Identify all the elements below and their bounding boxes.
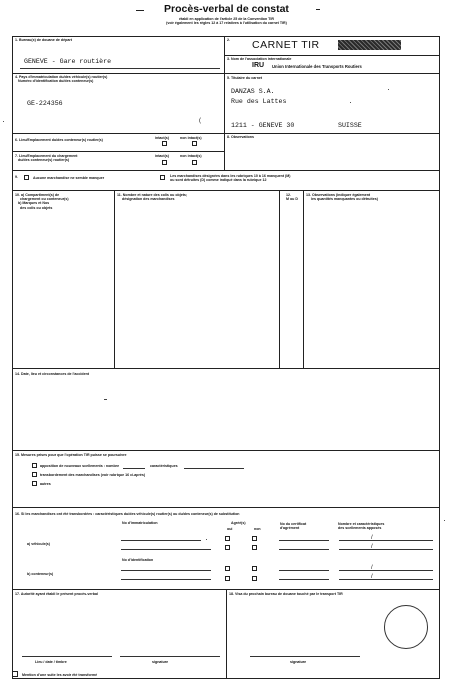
field-15-option-2: transbordement des marchandises (voir rubrique 16 ci-après) <box>40 473 146 477</box>
field-5-line-1: DANZAS S.A. <box>231 88 275 95</box>
field-13-label <box>306 193 438 201</box>
field-13-label-line: 13. Observations (indiquer également <box>306 193 371 197</box>
field-10-label-line: des colis ou objets <box>20 205 53 210</box>
slash: / <box>371 574 373 580</box>
divider <box>224 55 440 56</box>
checkbox-16-container-1-yes[interactable] <box>225 566 230 571</box>
field-15-option-3: autres <box>40 482 51 486</box>
field-10-label-line: chargement ou conteneur(s) <box>20 197 69 202</box>
divider <box>226 589 227 679</box>
divider <box>12 73 440 74</box>
field-18-signature-line[interactable] <box>250 656 360 657</box>
divider <box>12 450 440 451</box>
divider <box>303 190 304 368</box>
divider <box>12 190 440 191</box>
field-15-option-1: apposition de nouveaux scellements : nombre <box>40 464 120 468</box>
checkbox-9-missing[interactable] <box>160 175 165 180</box>
field-16-col-approved: Agréé(s) <box>231 521 246 525</box>
container-id-line[interactable] <box>121 570 211 571</box>
field-16-row-vehicles: a) véhicule(s) <box>27 542 50 546</box>
field-16-yes: oui <box>227 527 233 531</box>
slash: / <box>371 565 373 571</box>
field-1-underline <box>20 68 220 69</box>
iru-logo: IRU <box>252 62 265 69</box>
field-9-text-2: Les marchandises désignées dans les rubriques 10 à 16 manquent (M) <box>170 174 291 178</box>
field-7-intact: intact(s) <box>155 154 169 158</box>
field-9-text-3: ou sont détruites (D) comme indiqué dans la rubrique 12 <box>170 178 267 182</box>
field-9-text-1: Aucune marchandise ne semble manquer <box>33 176 105 180</box>
field-11-label <box>117 193 277 201</box>
divider <box>12 507 440 508</box>
field-6-label: 6. Lieu/Emplacement du/des conteneur(s) routier(s) <box>15 138 103 142</box>
vehicle-certificate-line[interactable] <box>279 549 329 550</box>
field-5-line-4: SUISSE <box>338 122 362 129</box>
carnet-number-redacted <box>338 40 401 50</box>
checkbox-15-other[interactable] <box>32 481 37 486</box>
divider <box>12 133 440 134</box>
field-8-label: 8. Observations <box>227 135 254 139</box>
mark <box>206 539 207 540</box>
field-1-value: GENEVE - Gare routière <box>24 58 112 65</box>
field-17-date-line[interactable] <box>22 656 112 657</box>
checkbox-16-container-1-no[interactable] <box>252 566 257 571</box>
slash: / <box>371 544 373 550</box>
field-12-label-line: 12. <box>286 193 291 197</box>
container-seals-line[interactable] <box>339 570 433 571</box>
field-2-label: 2. <box>227 38 230 42</box>
field-16-row-containers: b) conteneur(s) <box>27 572 54 576</box>
mark <box>104 399 107 400</box>
field-6-non-intact: non intact(s) <box>180 136 202 140</box>
checkbox-footer[interactable] <box>12 671 18 677</box>
field-16-no: non <box>254 527 261 531</box>
iru-full-name: Union Internationale des Transports Routiers <box>272 64 362 69</box>
container-certificate-line[interactable] <box>279 570 329 571</box>
field-1-label: 1. Bureau(x) de douane de départ <box>15 38 72 42</box>
footer-text: Mention d'une suite les avoir été transformé <box>22 673 98 677</box>
field-17-signature-line[interactable] <box>120 656 220 657</box>
field-16-col-seals: Nombre et caractéristiques <box>338 522 385 526</box>
checkbox-16-vehicle-2-no[interactable] <box>252 545 257 550</box>
field-6-intact: intact(s) <box>155 136 169 140</box>
field-7-label: 7. Lieu/Emplacement du chargement <box>15 154 78 158</box>
header-subtitle: établi en application de l'article 25 de la Convention TIR <box>179 17 274 21</box>
checkbox-16-vehicle-2-yes[interactable] <box>225 545 230 550</box>
field-11-label-line: 11. Nombre et nature des colis ou objets; <box>117 193 188 197</box>
field-16-col-certificate: No du certificat <box>280 522 307 526</box>
field-12-label <box>286 193 303 201</box>
field-3-label: 3. Nom de l'association internationale <box>227 57 292 61</box>
carnet-title: CARNET TIR <box>252 39 320 51</box>
vehicle-seals-line[interactable] <box>339 549 433 550</box>
field-13-label-line: les quantités manquantes ou détruites) <box>311 197 378 202</box>
checkbox-15-transshipment[interactable] <box>32 472 37 477</box>
checkbox-6-intact[interactable] <box>162 141 167 146</box>
scan-speck <box>350 102 351 103</box>
field-4-label: 4. Pays d'immatriculation du/des véhicule(s) routier(s) <box>15 75 108 79</box>
scan-speck <box>388 89 389 90</box>
slash: / <box>371 535 373 541</box>
header-dash-left <box>136 10 144 11</box>
divider <box>114 190 115 368</box>
field-17-signature-label: signature <box>152 660 169 664</box>
field-5-line-2: Rue des Lattes <box>231 98 287 105</box>
vehicle-certificate-line[interactable] <box>279 540 329 541</box>
field-14-label: 14. Date, lieu et circonstances de l'accident <box>15 372 89 376</box>
container-id-line[interactable] <box>121 579 211 580</box>
field-7-label-2: du/des conteneur(s) routier(s) <box>18 158 70 162</box>
header-dash-right <box>316 9 320 10</box>
field-5-label: 5. Titulaire du carnet <box>227 76 263 80</box>
field-7-non-intact: non intact(s) <box>180 154 202 158</box>
checkbox-16-container-2-yes[interactable] <box>225 576 230 581</box>
stamp-circle <box>384 605 428 649</box>
field-16-col-seals-2: des scellements apposés <box>338 526 382 530</box>
checkbox-6-non-intact[interactable] <box>192 141 197 146</box>
scan-speck <box>3 121 4 122</box>
divider <box>224 36 225 170</box>
field-17-label: 17. Autorité ayant établi le présent procès-verbal <box>15 592 98 596</box>
field-15-seals-characteristics-line[interactable] <box>184 468 244 469</box>
checkbox-7-intact[interactable] <box>162 160 167 165</box>
field-5-line-3: 1211 - GENEVE 30 <box>231 122 295 129</box>
divider <box>12 151 224 152</box>
field-15-option-1b: caractéristiques <box>150 464 178 468</box>
scan-speck <box>444 520 445 521</box>
field-15-seals-number-line[interactable] <box>123 468 145 469</box>
divider <box>279 190 280 368</box>
field-18-signature-label: signature <box>290 660 307 664</box>
field-16-label: 16. Si les marchandises ont été transbordées : caractéristiques du/des véhicule(s) routier(s) ou du/des conteneur(s) de substitution <box>15 512 240 516</box>
vehicle-registration-line[interactable] <box>121 549 211 550</box>
field-11-label-line: désignation des marchandises <box>122 197 175 202</box>
vehicle-seals-line[interactable] <box>339 540 433 541</box>
field-16-col-registration: No d'immatriculation <box>122 521 158 525</box>
checkbox-15-new-seals[interactable] <box>32 463 37 468</box>
checkbox-7-non-intact[interactable] <box>192 160 197 165</box>
checkbox-16-vehicle-1-no[interactable] <box>252 536 257 541</box>
field-10-label-line: 10. a) Compartiment(s) de <box>15 193 60 197</box>
checkbox-16-container-2-no[interactable] <box>252 576 257 581</box>
checkbox-16-vehicle-1-yes[interactable] <box>225 536 230 541</box>
checkbox-9-no-missing[interactable] <box>24 175 29 180</box>
field-12-label-line: M ou D <box>286 197 298 202</box>
field-10-label-line: b) Marques et Nos <box>18 201 50 206</box>
field-4-value: GE-224356 <box>27 100 63 107</box>
page-title: Procès-verbal de constat <box>164 3 289 15</box>
vehicle-registration-line[interactable] <box>121 540 201 541</box>
container-certificate-line[interactable] <box>279 579 329 580</box>
field-4-label-2: Numéro d'identification du/des conteneur(s) <box>18 79 94 83</box>
divider <box>12 170 440 171</box>
field-15-label: 15. Mesures prises pour que l'opération TIR puisse se poursuivre <box>15 453 127 457</box>
field-9-label: 9. <box>15 175 18 179</box>
divider <box>12 368 440 369</box>
field-17-date-label: Lieu / date / timbre <box>35 660 67 664</box>
field-16-col-certificate-2: d'agrément <box>280 526 300 530</box>
field-10-label <box>15 193 111 210</box>
container-seals-line[interactable] <box>339 579 433 580</box>
mark: ( <box>199 118 201 124</box>
header-subtitle-2: (voir également les règles 12 à 17 relatives à l'utilisation du carnet TIR) <box>166 21 287 25</box>
field-16-col-identification: No d'identification <box>122 558 154 562</box>
field-18-label: 18. Visa du prochain bureau de douane touché par le transport TIR <box>229 592 343 596</box>
